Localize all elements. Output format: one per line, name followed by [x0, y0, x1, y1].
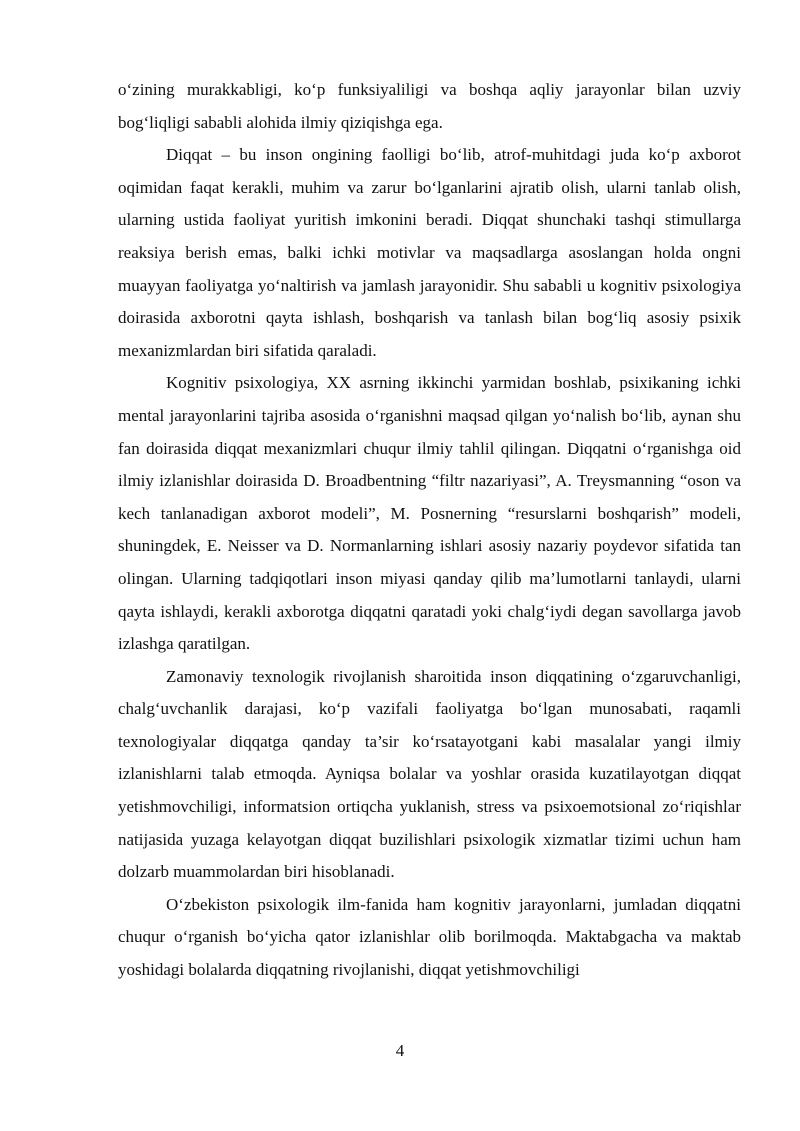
paragraph-continuation: o‘zining murakkabligi, ko‘p funksiyaliligi va boshqa aqliy jarayonlar bilan uzviy bog‘liqligi sababli alohida ilmiy qiziqishga ega.	[118, 80, 741, 132]
paragraph-cognitive-psychology: Kognitiv psixologiya, XX asrning ikkinchi yarmidan boshlab, psixikaning ichki mental jarayonlarini tajriba asosida o‘rganishni maqsad qilgan yo‘nalish bo‘lib, aynan shu fan doirasida diqqat mexanizmlari chuqur ilmiy tahlil qilingan. Diqqatni o‘rganishga oid ilmiy izlanishlar doirasida D. Broadbentning “filtr nazariyasi”, A. Treysmanning “oson va kech tanlanadigan axborot modeli”, M. Posnerning “resurslarni boshqarish” modeli, shuningdek, E. Neisser va D. Normanlarning ishlari asosiy nazariy poydevor sifatida tan olingan. Ularning tadqiqotlari inson miyasi qanday qilib ma’lumotlarni tanlaydi, ularni qayta ishlaydi, kerakli axborotga diqqatni qaratadi yoki chalg‘iydi degan savollarga javob izlashga qaratilgan.	[118, 373, 741, 654]
page-number: 4	[395, 1041, 405, 1060]
document-page	[118, 74, 741, 987]
paragraph-attention-definition: Diqqat – bu inson ongining faolligi bo‘lib, atrof-muhitdagi juda ko‘p axborot oqimidan faqat kerakli, muhim va zarur bo‘lganlarini ajratib olish, ularni tanlab olish, ularning ustida faoliyat yuritish imkonini beradi. Diqqat shunchaki tashqi stimullarga reaksiya berish emas, balki ichki motivlar va maqsadlarga asoslangan holda ongni muayyan faoliyatga yo‘naltirish va jamlash jarayonidir. Shu sababli u kognitiv psixologiya doirasida axborotni qayta ishlash, boshqarish va tanlash bilan bog‘liq asosiy psixik mexanizmlardan biri sifatida qaraladi.	[118, 145, 741, 360]
paragraph-uzbekistan-research: O‘zbekiston psixologik ilm-fanida ham kognitiv jarayonlarni, jumladan diqqatni chuqur o‘rganish bo‘yicha qator izlanishlar olib borilmoqda. Maktabgacha va maktab yoshidagi bolalarda diqqatning rivojlanishi, diqqat yetishmovchiligi	[118, 894, 741, 980]
paragraph-modern-technology: Zamonaviy texnologik rivojlanish sharoitida inson diqqatining o‘zgaruvchanligi, chalg‘uvchanlik darajasi, ko‘p vazifali faoliyatga bo‘lgan munosabati, raqamli texnologiyalar diqqatga qanday ta’sir ko‘rsatayotgani kabi masalalar yangi ilmiy izlanishlarni talab etmoqda. Ayniqsa bolalar va yoshlar orasida kuzatilayotgan diqqat yetishmovchiligi, informatsion ortiqcha yuklanish, stress va psixoemotsional zo‘riqishlar natijasida yuzaga kelayotgan diqqat buzilishlari psixologik xizmatlar tizimi uchun ham dolzarb muammolardan biri hisoblanadi.	[118, 666, 741, 882]
